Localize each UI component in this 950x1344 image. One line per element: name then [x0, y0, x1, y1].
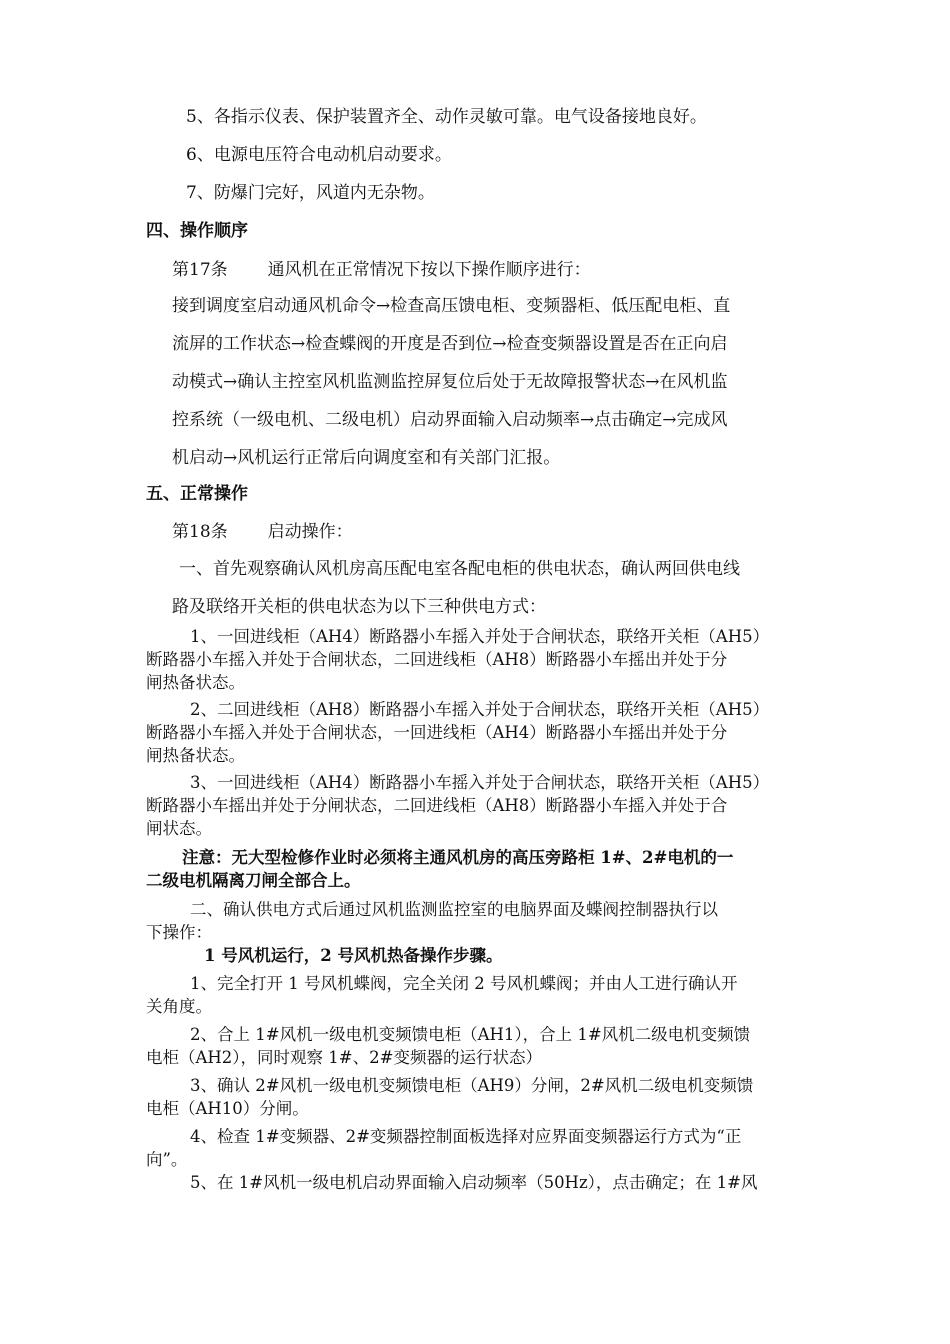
paragraph-line: 动模式→确认主控室风机监测监控屏复位后处于无故障报警状态→在风机监 — [172, 372, 728, 392]
mode-3-line: 断路器小车摇出并处于分闸状态，二回进线柜（AH8）断路器小车摇入并处于合 — [146, 796, 728, 815]
step-3-line: 电柜（AH10）分闸。 — [146, 1099, 309, 1118]
section-2-line: 下操作： — [146, 923, 212, 942]
subsection-heading: 1 号风机运行，2 号风机热备操作步骤。 — [204, 946, 503, 965]
article-18 — [172, 520, 353, 544]
mode-3-line: 3、一回进线柜（AH4）断路器小车摇入并处于合闸状态，联络开关柜（AH5） — [190, 773, 770, 792]
step-3-line: 3、确认 2#风机一级电机变频馈电柜（AH9）分闸，2#风机二级电机变频馈 — [190, 1076, 754, 1095]
section-2-line: 二、确认供电方式后通过风机监测监控室的电脑界面及蝶阀控制器执行以 — [190, 900, 718, 919]
step-4-line: 4、检查 1#变频器、2#变频器控制面板选择对应界面变频器运行方式为“正 — [190, 1127, 742, 1146]
step-2-line: 2、合上 1#风机一级电机变频馈电柜（AH1），合上 1#风机二级电机变频馈 — [190, 1025, 751, 1044]
paragraph-line: 流屏的工作状态→检查蝶阀的开度是否到位→检查变频器设置是否在正向启 — [172, 334, 728, 354]
mode-2-line: 闸热备状态。 — [146, 746, 245, 765]
article-text: 通风机在正常情况下按以下操作顺序进行： — [267, 260, 591, 280]
mode-1-line: 1、一回进线柜（AH4）断路器小车摇入并处于合闸状态，联络开关柜（AH5） — [190, 627, 770, 646]
list-item-5: 5、各指示仪表、保护装置齐全、动作灵敏可靠。电气设备接地良好。 — [186, 107, 707, 127]
step-1-line: 关角度。 — [146, 997, 212, 1016]
mode-2-line: 断路器小车摇入并处于合闸状态，一回进线柜（AH4）断路器小车摇出并处于分 — [146, 723, 728, 742]
note-line: 注意：无大型检修作业时必须将主通风机房的高压旁路柜 1#、2#电机的一 — [182, 848, 734, 867]
list-item-6: 6、电源电压符合电动机启动要求。 — [186, 145, 452, 165]
section-heading-5: 五、正常操作 — [146, 484, 248, 504]
mode-1-line: 闸热备状态。 — [146, 673, 245, 692]
mode-1-line: 断路器小车摇入并处于合闸状态，二回进线柜（AH8）断路器小车摇出并处于分 — [146, 650, 728, 669]
step-4-line: 向”。 — [146, 1150, 188, 1169]
article-number: 第17条 — [172, 260, 228, 280]
section-heading-4: 四、操作顺序 — [146, 221, 248, 241]
paragraph-line: 接到调度室启动通风机命令→检查高压馈电柜、变频器柜、低压配电柜、直 — [172, 296, 731, 316]
article-number: 第18条 — [172, 522, 228, 542]
note-line: 二级电机隔离刀闸全部合上。 — [146, 871, 361, 890]
mode-2-line: 2、二回进线柜（AH8）断路器小车摇入并处于合闸状态，联络开关柜（AH5） — [190, 700, 770, 719]
paragraph-line: 机启动→风机运行正常后向调度室和有关部门汇报。 — [172, 448, 561, 468]
paragraph-line: 路及联络开关柜的供电状态为以下三种供电方式： — [172, 597, 546, 617]
step-5-line: 5、在 1#风机一级电机启动界面输入启动频率（50Hz），点击确定；在 1#风 — [190, 1173, 758, 1192]
paragraph-line: 一、首先观察确认风机房高压配电室各配电柜的供电状态，确认两回供电线 — [179, 559, 740, 579]
step-1-line: 1、完全打开 1 号风机蝶阀，完全关闭 2 号风机蝶阀；并由人工进行确认开 — [190, 974, 738, 993]
step-2-line: 电柜（AH2），同时观察 1#、2#变频器的运行状态） — [146, 1048, 542, 1067]
paragraph-line: 控系统（一级电机、二级电机）启动界面输入启动频率→点击确定→完成风 — [172, 410, 728, 430]
list-item-7: 7、防爆门完好，风道内无杂物。 — [186, 183, 435, 203]
article-17 — [172, 258, 591, 282]
article-text: 启动操作： — [267, 522, 353, 542]
mode-3-line: 闸状态。 — [146, 819, 212, 838]
